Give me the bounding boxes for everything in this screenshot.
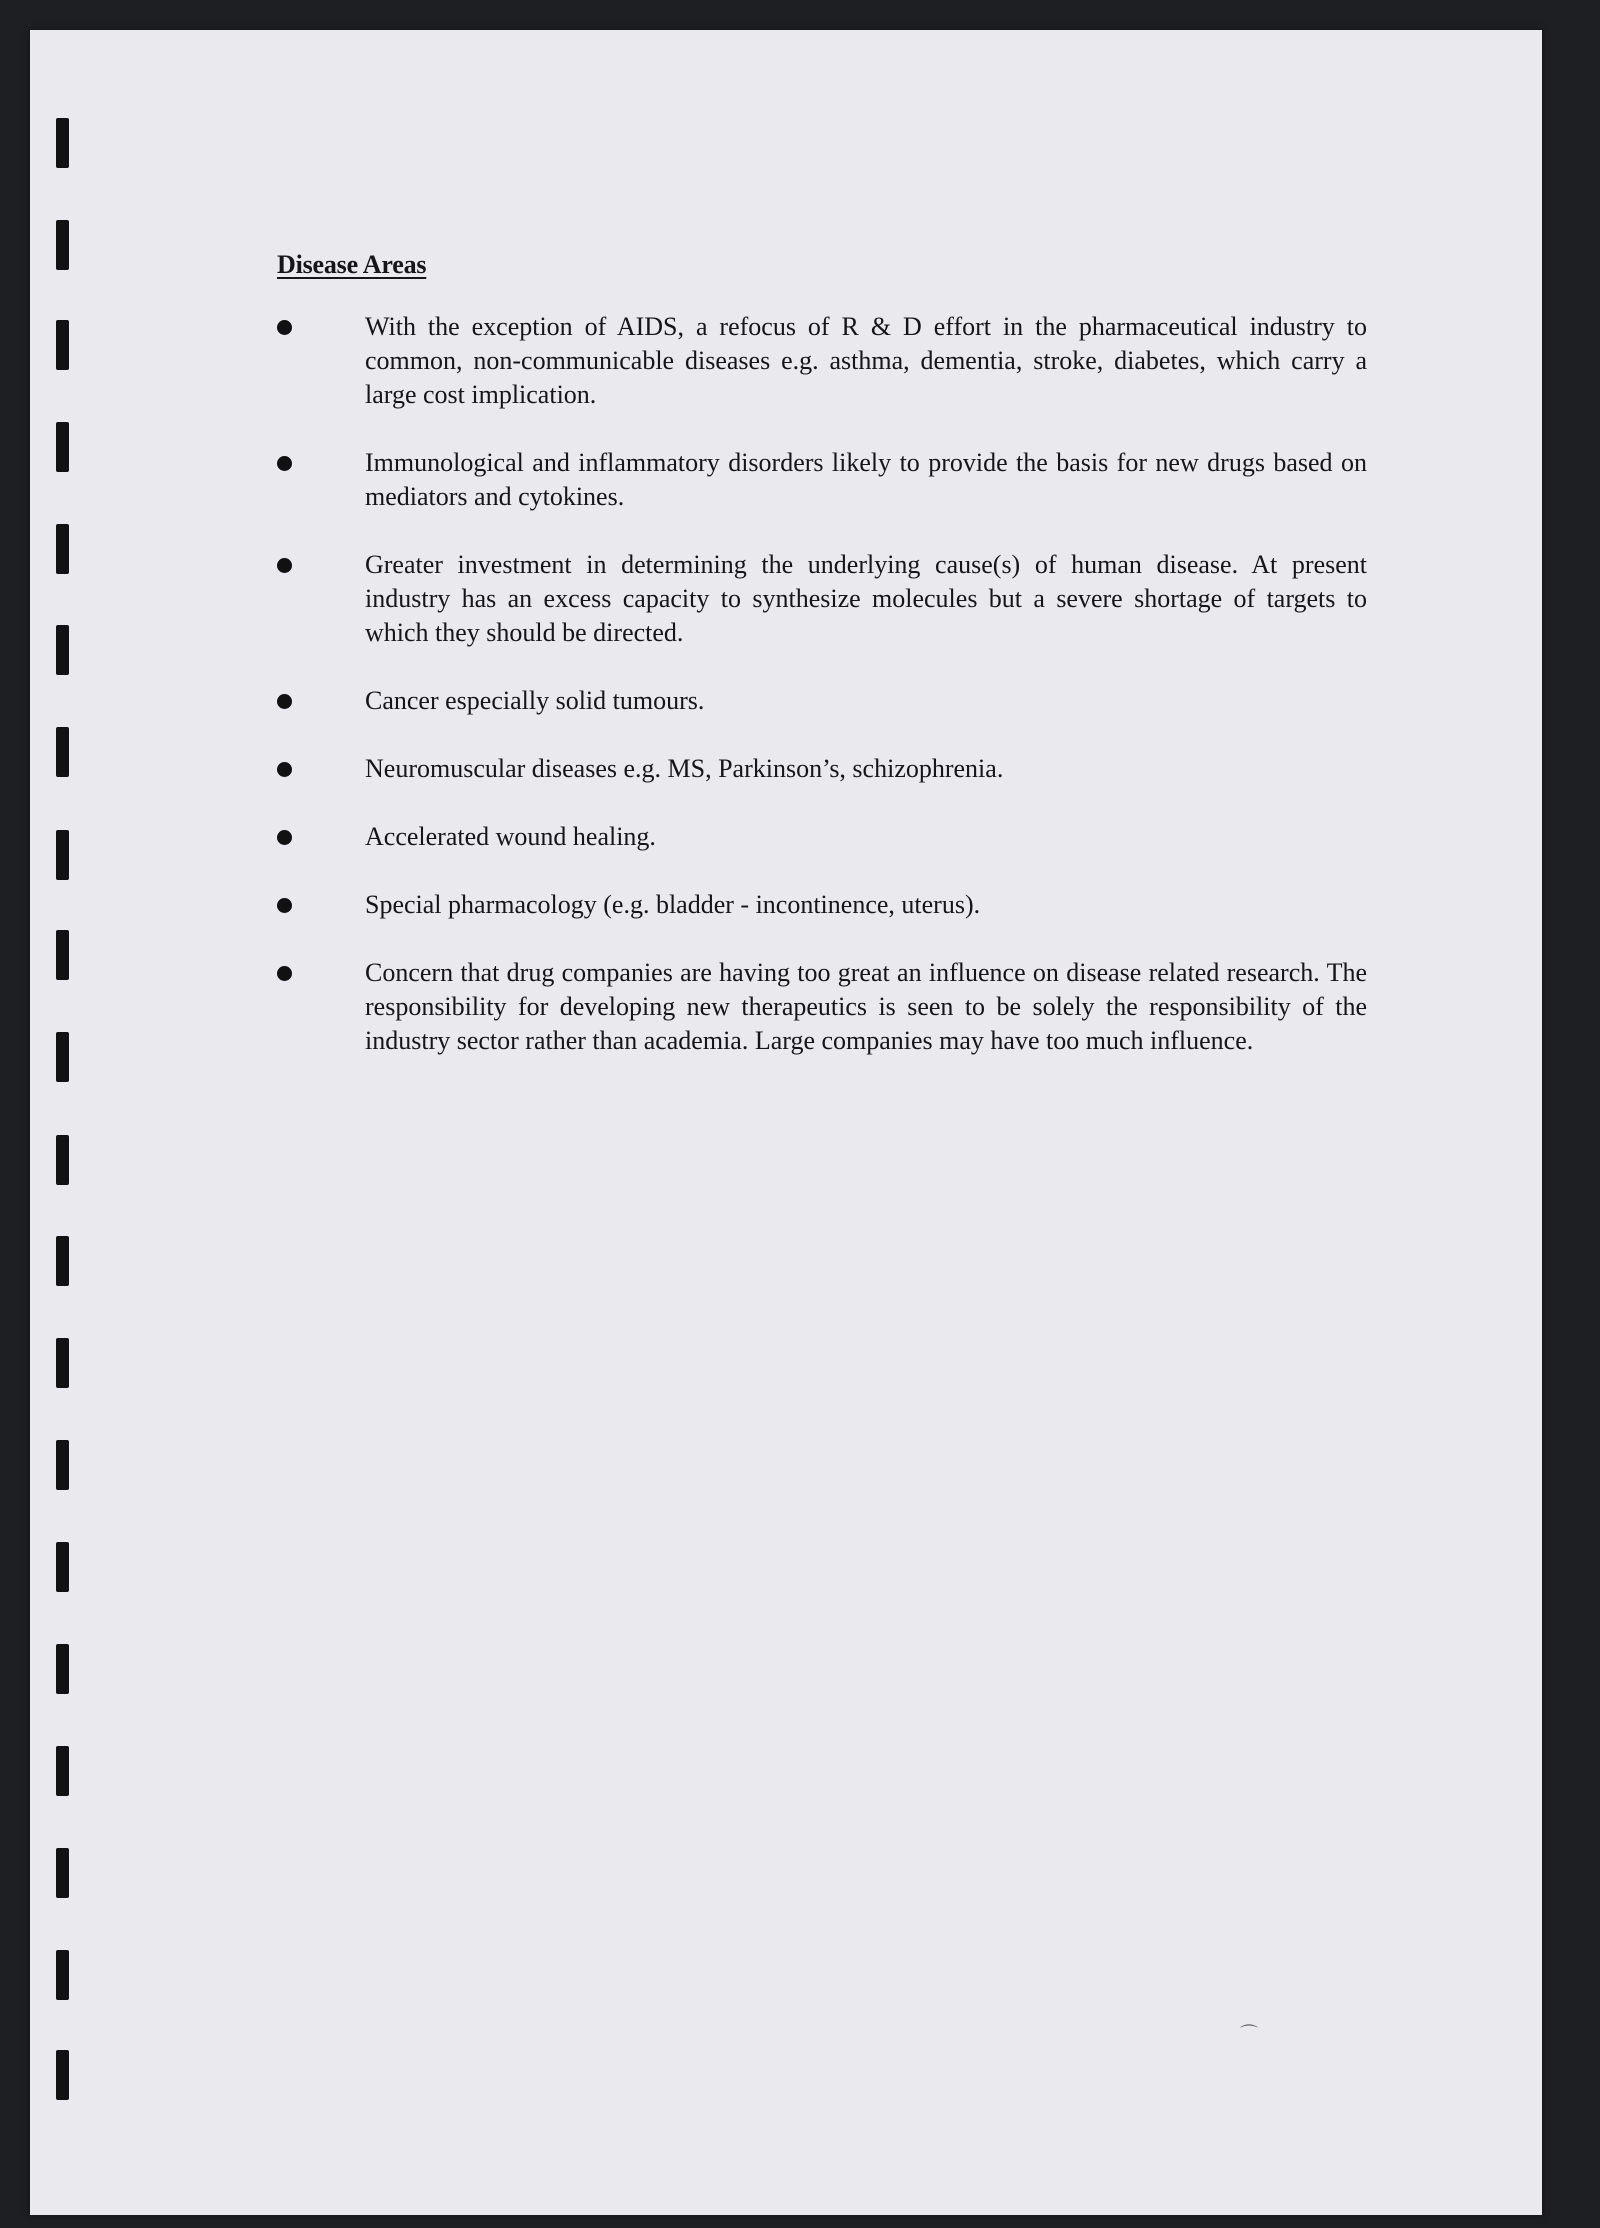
binding-hole xyxy=(56,320,69,370)
bullet-list xyxy=(247,310,1367,1058)
list-item-text: Cancer especially solid tumours. xyxy=(365,686,705,715)
binding-hole xyxy=(56,1644,69,1694)
bullet-icon xyxy=(277,320,292,335)
binding-hole xyxy=(56,118,69,168)
bullet-icon xyxy=(277,456,292,471)
binding-hole xyxy=(56,1135,69,1185)
bullet-icon xyxy=(277,830,292,845)
binding-hole xyxy=(56,1542,69,1592)
list-item xyxy=(247,446,1367,514)
document-page xyxy=(30,30,1542,2215)
list-item xyxy=(247,548,1367,650)
section-heading: Disease Areas xyxy=(277,250,427,279)
binding-hole xyxy=(56,524,69,574)
binding-hole xyxy=(56,1032,69,1082)
bullet-icon xyxy=(277,898,292,913)
list-item-text: Neuromuscular diseases e.g. MS, Parkinson’s, schizophrenia. xyxy=(365,754,1004,783)
binding-hole xyxy=(56,1746,69,1796)
binding-hole xyxy=(56,1848,69,1898)
scan-speck: ⌒ xyxy=(1240,2024,1258,2045)
list-item xyxy=(247,752,1367,786)
bullet-icon xyxy=(277,558,292,573)
list-item-text: Accelerated wound healing. xyxy=(365,822,656,851)
binding-hole xyxy=(56,1236,69,1286)
binding-hole xyxy=(56,625,69,675)
list-item xyxy=(247,956,1367,1058)
binding-hole xyxy=(56,1338,69,1388)
bullet-icon xyxy=(277,762,292,777)
list-item-text: With the exception of AIDS, a refocus of R & D effort in the pharmaceutical industry to common, non-communicable diseases e.g. asthma, dementia, stroke, diabetes, which carry a large cost implication. xyxy=(365,312,1367,409)
bullet-icon xyxy=(277,966,292,981)
list-item xyxy=(247,310,1367,412)
binding-hole xyxy=(56,1440,69,1490)
binding-hole xyxy=(56,2050,69,2100)
document-body xyxy=(247,220,1367,1092)
list-item-text: Immunological and inflammatory disorders likely to provide the basis for new drugs based on mediators and cytokines. xyxy=(365,448,1367,511)
list-item xyxy=(247,888,1367,922)
list-item-text: Special pharmacology (e.g. bladder - incontinence, uterus). xyxy=(365,890,981,919)
list-item xyxy=(247,820,1367,854)
binding-hole xyxy=(56,727,69,777)
bullet-icon xyxy=(277,694,292,709)
binding-hole xyxy=(56,1950,69,2000)
binding-hole xyxy=(56,220,69,270)
list-item-text: Concern that drug companies are having too great an influence on disease related research. The responsibility for developing new therapeutics is seen to be solely the responsibility of the industry sector rather than academia. Large companies may have too much influence. xyxy=(365,958,1367,1055)
binding-hole xyxy=(56,930,69,980)
binding-hole xyxy=(56,422,69,472)
list-item xyxy=(247,684,1367,718)
binding-hole xyxy=(56,830,69,880)
list-item-text: Greater investment in determining the underlying cause(s) of human disease. At present industry has an excess capacity to synthesize molecules but a severe shortage of targets to which they should be directed. xyxy=(365,550,1367,647)
